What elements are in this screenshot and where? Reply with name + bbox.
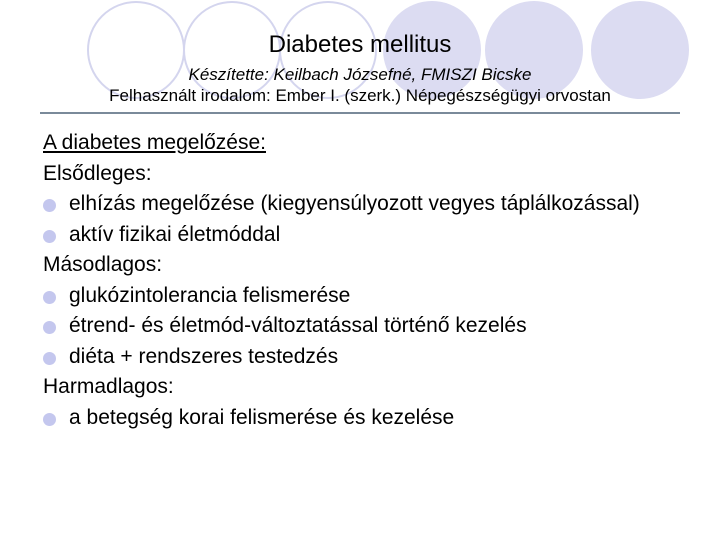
slide-title: Diabetes mellitus	[268, 31, 452, 58]
divider	[40, 112, 680, 114]
section-label-tertiary: Harmadlagos:	[43, 375, 174, 398]
bullet-icon	[43, 199, 56, 212]
list-item	[43, 311, 683, 342]
slide-body	[43, 128, 683, 433]
literature-line: Felhasznált irodalom: Ember I. (szerk.) Népegészségügyi orvostan	[109, 86, 611, 105]
section-heading: A diabetes megelőzése:	[43, 131, 266, 154]
bullet-icon	[43, 230, 56, 243]
author-line: Készítette: Keilbach Józsefné, FMISZI Bicske	[188, 65, 532, 84]
list-item-text: étrend- és életmód-változtatással történő kezelés	[69, 314, 527, 337]
bullet-icon	[43, 413, 56, 426]
list-item-text: diéta + rendszeres testedzés	[69, 344, 339, 368]
list-item	[43, 342, 683, 373]
list-item-text: a betegség korai felismerése és kezelése	[69, 405, 455, 429]
list-item-text: elhízás megelőzése (kiegyensúlyozott vegyes táplálkozással)	[69, 192, 640, 215]
list-item	[43, 220, 683, 251]
section-label-primary: Elsődleges:	[43, 161, 152, 185]
section-label-secondary: Másodlagos:	[43, 253, 163, 276]
list-item-text: aktív fizikai életmóddal	[69, 222, 281, 246]
list-item-text: glukózintolerancia felismerése	[69, 283, 351, 307]
list-item	[43, 403, 683, 434]
bullet-icon	[43, 321, 56, 334]
list-item	[43, 189, 683, 220]
list-item	[43, 281, 683, 312]
bullet-icon	[43, 291, 56, 304]
bullet-icon	[43, 352, 56, 365]
